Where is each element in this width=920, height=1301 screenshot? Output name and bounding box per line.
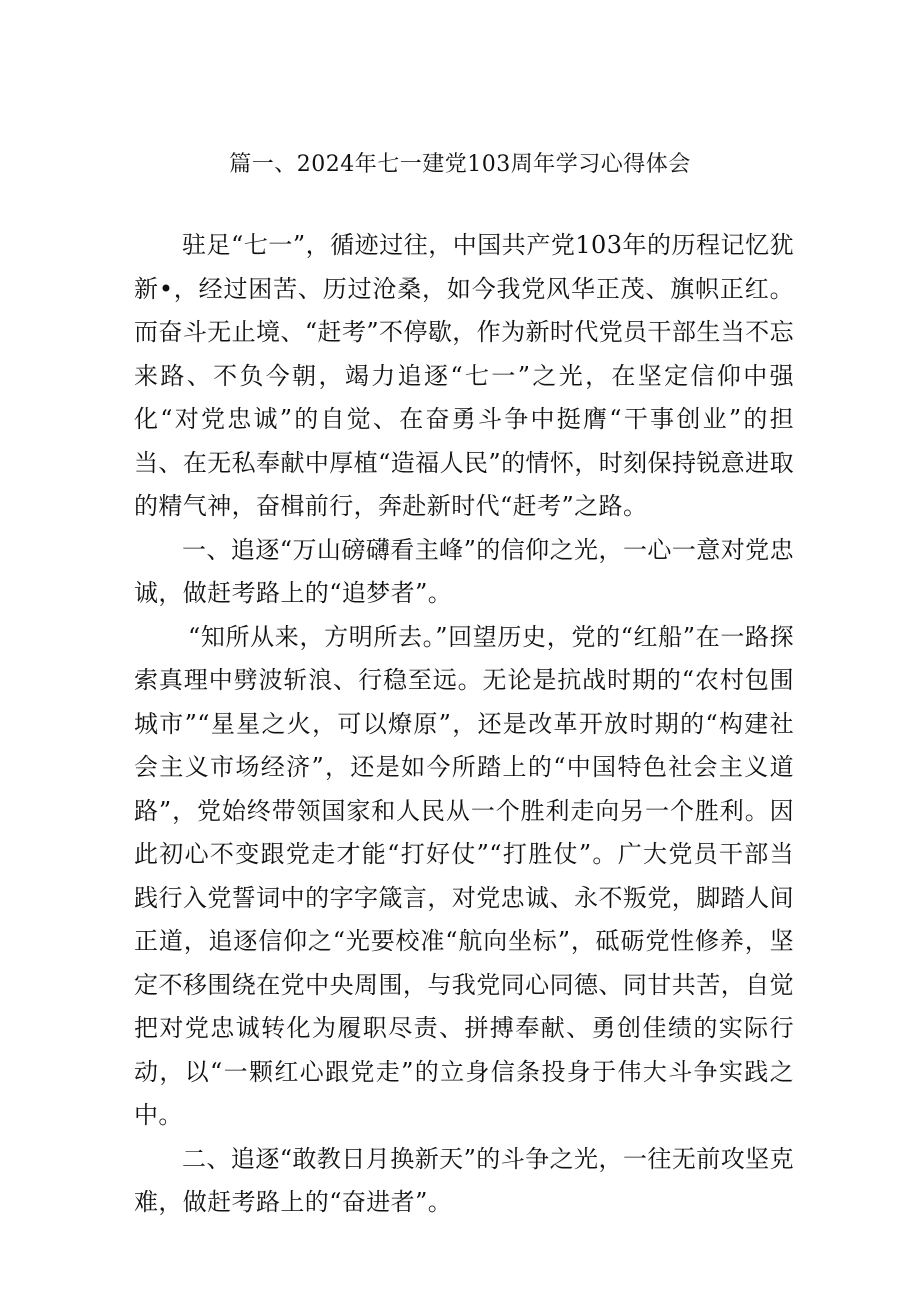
document-body (134, 224, 794, 1225)
section-one-body: “知所从来，方明所去。”回望历史，党的“红船”在一路探索真理中劈波斩浪、行稳至远。无论是抗战时期的“农村包围城市”“星星之火，可以燎原”，还是改革开放时期的“构建社会主义市场经济”，还是如今所踏上的“中国特色社会主义道路”，党始终带领国家和人民从一个胜利走向另一个胜利。因此初心不变跟党走才能“打好仗”“打胜仗”。广大党员干部当践行入党誓词中的字字箴言，对党忠诚、永不叛党，脚踏人间正道，追逐信仰之“光要校准“航向坐标”，砥砺党性修养，坚定不移围绕在党中央周围，与我党同心同德、同甘共苦，自觉把对党忠诚转化为履职尽责、拼搏奉献、勇创佳绩的实际行动，以“一颗红心跟党走”的立身信条投身于伟大斗争实践之中。 (134, 622, 794, 1129)
document-title: 篇一、2024年七一建党103周年学习心得体会 (229, 152, 691, 177)
intro-paragraph: 驻足“七一”，循迹过往，中国共产党103年的历程记忆犹新•，经过困苦、历过沧桑，如今我党风华正茂、旗帜正红。而奋斗无止境、“赶考”不停歇，作为新时代党员干部生当不忘来路、不负今朝，竭力追逐“七一”之光，在坚定信仰中强化“对党忠诚”的自觉、在奋勇斗争中挺膺“干事创业”的担当、在无私奉献中厚植“造福人民”的情怀，时刻保持锐意进取的精气神，奋楫前行，奔赴新时代“赶考”之路。 (134, 231, 794, 520)
section-one-heading: 一、追逐“万山磅礴看主峰”的信仰之光，一心一意对党忠诚，做赶考路上的“追梦者”。 (134, 535, 794, 607)
section-two-heading: 二、追逐“敢教日月换新天”的斗争之光，一往无前攻坚克难，做赶考路上的“奋进者”。 (134, 1144, 794, 1216)
